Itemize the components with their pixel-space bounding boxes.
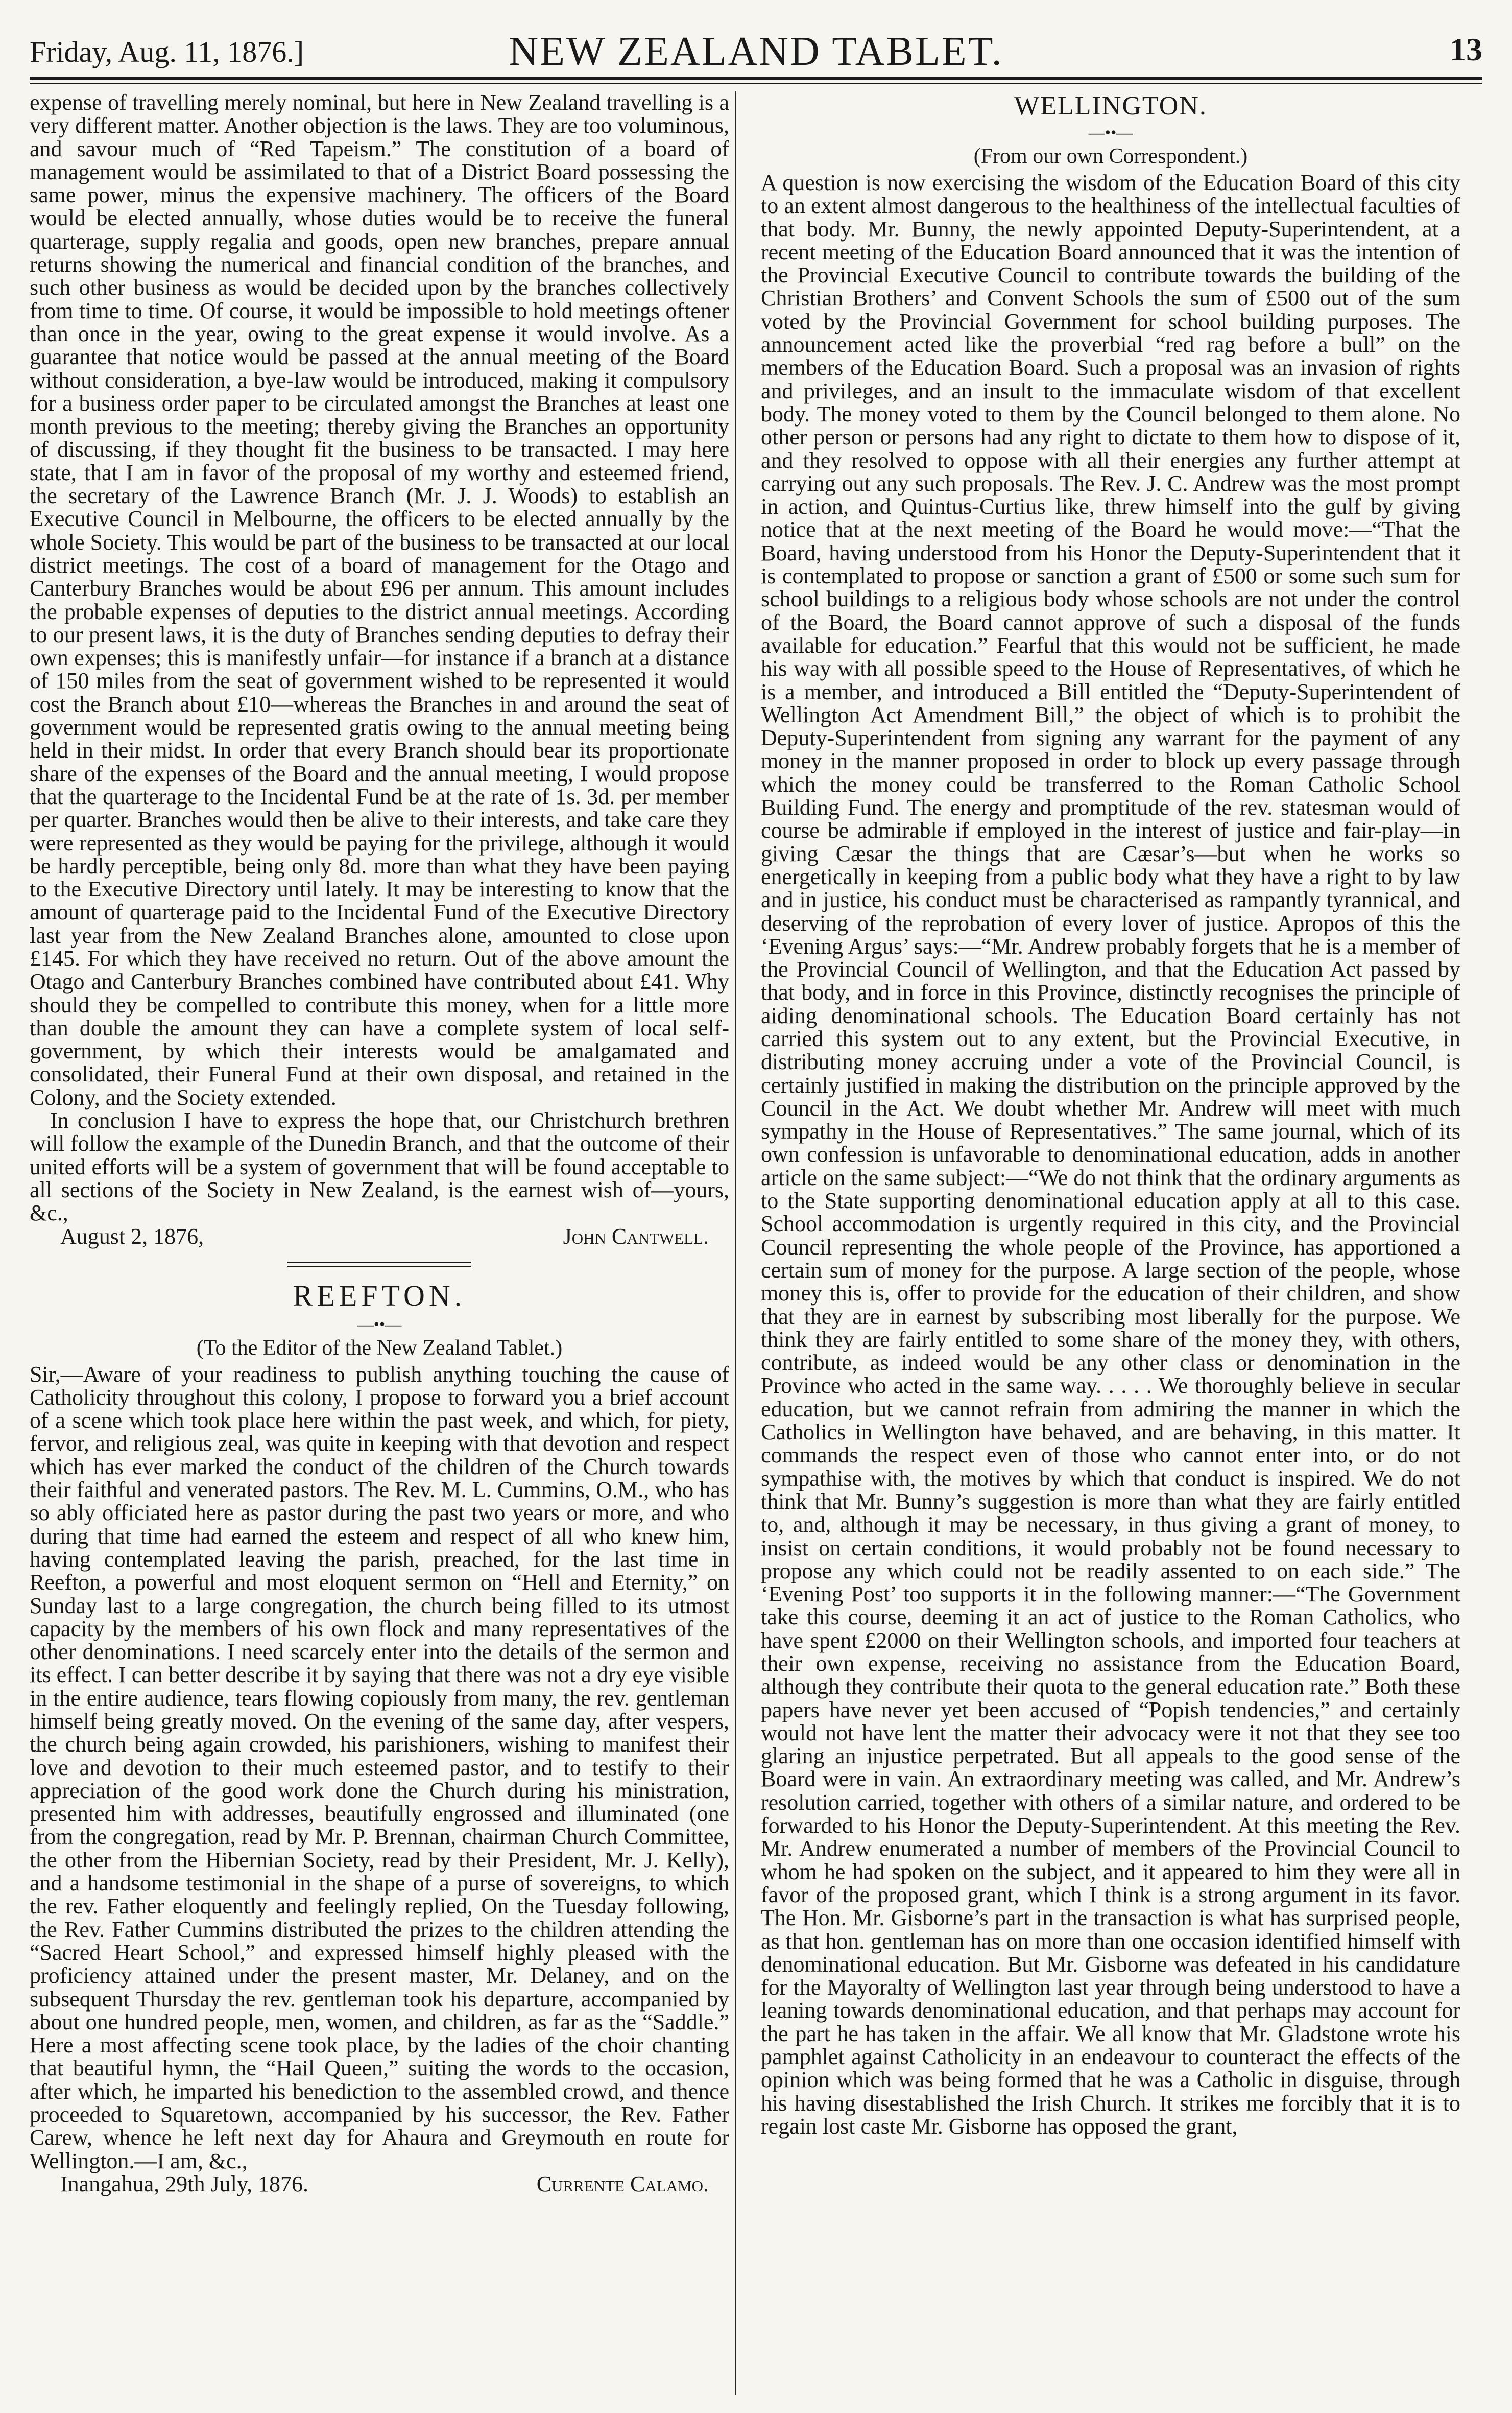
issue-date: Friday, Aug. 11, 1876.] [30,35,304,68]
wellington-article [761,91,1460,2138]
heading-ornament: —••— [1088,123,1133,141]
wellington-heading: WELLINGTON. [1014,91,1207,121]
section-divider [287,1262,471,1263]
masthead-rule-thin [30,83,1482,84]
page-number: 13 [1450,31,1482,67]
letter-date: August 2, 1876, [60,1223,204,1249]
reefton-article [30,1279,729,2196]
heading-ornament: —••— [357,1314,402,1333]
wellington-paragraph: A question is now exercising the wisdom of the Education Board of this city to an extent almost dangerous to the healthiness of the intellectual faculties of that body. Mr. Bunny, the newly appointed Deputy-Superintendent, at a recent meeting of the Education Board announced that it was the intention of the Provincial Executive Council to contribute towards the building of the Christian Brothers’ and Convent Schools the sum of £500 out of the sum voted by the Provincial Government for school building purposes. The announcement acted like the proverbial “red rag before a bull” on the members of the Education Board. Such a proposal was an invasion of rights and privileges, and an insult to the immaculate wisdom of that excellent body. The money voted to them by the Council belonged to them alone. No other person or persons had any right to dictate to them how to dispose of it, and they resolved to oppose with all their energies any further attempt at carrying out any such proposals. The Rev. J. C. Andrew was the most prompt in action, and Quintus-Curtius like, threw himself into the gulf by giving notice that at the next meeting of the Board he would move:—“That the Board, having understood from his Honor the Deputy-Superintendent that it is contemplated to propose or sanction a grant of £500 or some such sum for school buildings to a religious body whose schools are not under the control of the Board, the Board cannot approve of such a disposal of the funds available for education.” Fearful that this would not be sufficient, he made his way with all possible speed to the House of Representatives, of which he is a member, and introduced a Bill entitled the “Deputy-Superintendent of Wellington Act Amendment Bill,” the object of which is to prohibit the Deputy-Superintendent from signing any warrant for the payment of any money in the manner proposed in order to block up every passage through which the money could be transferred to the Roman Catholic School Building Fund. The energy and promptitude of the rev. statesman would of course be admirable if employed in the interest of justice and fair-play—in giving Cæsar the things that are Cæsar’s—but when he works so energetically in keeping from a public body what they have a right to by law and in justice, his conduct must be characterised as rampantly tyrannical, and deserving of the reprobation of every lover of justice. Apropos of this the ‘Evening Argus’ says:—“Mr. Andrew probably forgets that he is a member of the Provincial Council of Wellington, and that the Education Act passed by that body, and in force in this Province, distinctly recognises the principle of aiding denominational schools. The Education Board certainly has not carried this system out to any extent, but the Provincial Executive, in distributing money accruing under a vote of the Provincial Council, is certainly justified in making the distribution on the principle approved by the Council in the Act. We doubt whether Mr. Andrew will meet with much sympathy in the House of Representatives.” The same journal, which of its own confession is unfavorable to denominational education, adds in another article on the same subject:—“We do not think that the ordinary arguments as to the State supporting denominational education apply at all to this case. School accommodation is urgently required in this city, and the Provincial Council representing the whole people of the Province, has apportioned a certain sum of money for the purpose. A large section of the people, whose money this is, offer to provide for the education of their children, and show that they are in earnest by subscribing most liberally for the purpose. We think they are fairly entitled to some share of the money they, with others, contribute, as indeed would be any other class or denomination in the Province who acted in the same way. . . . . We thoroughly believe in secular education, but we cannot refrain from admiring the manner in which the Catholics in Wellington have behaved, and are behaving, in this matter. It commands the respect even of those who cannot enter into, or do not sympathise with, the motives by which that conduct is inspired. We do not think that Mr. Bunny’s suggestion is more than what they are fairly entitled to, and, although it may be necessary, in thus giving a grant of money, to insist on certain conditions, it would probably not be found necessary to propose any which could not be readily assented to on each side.” The ‘Evening Post’ too supports it in the following manner:—“The Government take this course, deeming it an act of justice to the Roman Catholics, who have spent £2000 on their Wellington schools, and imported four teachers at their own expense, receiving no assistance from the Education Board, although they contribute their quota to the general education rate.” Both these papers have never yet been accused of “Popish tendencies,” and certainly would not have lent the matter their advocacy were it not that they see too glaring an injustice perpetrated. But all appeals to the good sense of the Board were in vain. An extraordinary meeting was called, and Mr. Andrew’s resolution carried, together with others of a similar nature, and ordered to be forwarded to his Honor the Deputy-Superintendent. At this meeting the Rev. Mr. Andrew enumerated a number of members of the Provincial Council to whom he had spoken on the subject, and it appeared to him they were all in favor of the proposed grant, which I think is a strong argument in its favor. The Hon. Mr. Gisborne’s part in the transaction is what has surprised people, as that hon. gentleman has on more than one occasion identified himself with denominational education. But Mr. Gisborne was defeated in his candidature for the Mayoralty of Wellington last year through being understood to have a leaning towards denominational education, and that perhaps may account for the part he has taken in the affair. We all know that Mr. Gladstone wrote his pamphlet against Catholicity in an endeavour to counteract the effects of the opinion which was being formed that he was a Catholic in disguise, through his having disestablished the Irish Church. It strikes me forcibly that it is to regain lost caste Mr. Gisborne has opposed the grant, [761,170,1460,2139]
reefton-subheading: (To the Editor of the New Zealand Tablet.) [196,1336,563,1360]
wellington-subheading: (From our own Correspondent.) [973,145,1248,168]
reefton-signature: Currente Calamo. [536,2171,709,2196]
letter-signoff [30,1225,729,1248]
section-divider-thin [287,1266,471,1267]
letter-signature: John Cantwell. [563,1223,709,1249]
left-column [30,91,729,2395]
letter-paragraph: In conclusion I have to express the hope that, our Christchurch brethren will follow the example of the Dunedin Branch, and that the outcome of their united efforts will be a system of government that will be found acceptable to all sections of the Society in New Zealand, is the earnest wish of—yours, &c., [30,1108,729,1226]
newspaper-title: NEW ZEALAND TABLET. [509,29,1003,74]
letter-continued [30,91,729,1248]
reefton-date: Inangahua, 29th July, 1876. [60,2171,308,2196]
reefton-heading: REEFTON. [293,1279,466,1312]
masthead-rule-thick [30,77,1482,80]
reefton-signoff [30,2172,729,2196]
reefton-paragraph: Sir,—Aware of your readiness to publish anything touching the cause of Catholicity throughout this colony, I propose to forward you a brief account of a scene which took place here within the past week, and which, for piety, fervor, and religious zeal, was quite in keeping with that devotion and respect which has ever marked the conduct of the children of the Church towards their faithful and venerated pastors. The Rev. M. L. Cummins, O.M., who has so ably officiated here as pastor during the past two years or more, and who during that time had earned the esteem and respect of all who knew him, having contemplated leaving the parish, preached, for the last time in Reefton, a powerful and most eloquent sermon on “Hell and Eternity,” on Sunday last to a large congregation, the church being filled to its utmost capacity by the members of his own flock and many representatives of the other denominations. I need scarcely enter into the details of the sermon and its effect. I can better describe it by saying that there was not a dry eye visible in the entire audience, tears flowing copiously from many, the rev. gentleman himself being greatly moved. On the evening of the same day, after vespers, the church being again crowded, his parishioners, wishing to manifest their love and devotion to their much esteemed pastor, and to testify to their appreciation of the good work done the Church during his ministration, presented him with addresses, beautifully engrossed and illuminated (one from the congregation, read by Mr. P. Brennan, chairman Church Committee, the other from the Hibernian Society, read by their President, Mr. J. Kelly), and a handsome testimonial in the shape of a purse of sovereigns, to which the rev. Father eloquently and feelingly replied, On the Tuesday following, the Rev. Father Cummins distributed the prizes to the children attending the “Sacred Heart School,” and expressed himself highly pleased with the proficiency attained under the present master, Mr. Delaney, and on the subsequent Thursday the rev. gentleman took his departure, accompanied by about one hundred people, men, women, and children, as far as the “Saddle.” Here a most affecting scene took place, by the ladies of the choir chanting that beautiful hymn, the “Hail Queen,” suiting the words to the occasion, after which, he imparted his benediction to the assembled crowd, and thence proceeded to Squaretown, accompanied by his successor, the Rev. Father Carew, whence he left next day for Ahaura and Greymouth en route for Wellington.—I am, &c., [30,1361,729,2173]
letter-paragraph: expense of travelling merely nominal, but here in New Zealand travelling is a very different matter. Another objection is the laws. They are too voluminous, and savour much of “Red Tapeism.” The constitution of a board of management would be assimilated to that of a District Board possessing the same power, minus the expensive machinery. The officers of the Board would be elected annually, whose duties would be to receive the funeral quarterage, supply regalia and goods, open new branches, prepare annual returns showing the numerical and financial condition of the branches, and such other business as would be decided upon by the branches collectively from time to time. Of course, it would be impossible to hold meetings oftener than once in the year, owing to the great expense it would involve. As a guarantee that notice would be passed at the annual meeting of the Board without consideration, a bye-law would be introduced, making it compulsory for a business order paper to be circulated amongst the Branches at least one month previous to the meeting; thereby giving the Branches an opportunity of discussing, if they thought fit the business to be transacted. I may here state, that I am in favor of the proposal of my worthy and esteemed friend, the secretary of the Lawrence Branch (Mr. J. J. Woods) to establish an Executive Council in Melbourne, the officers to be elected annually by the whole Society. This would be part of the business to be transacted at our local district meetings. The cost of a board of management for the Otago and Canterbury Branches would be about £96 per annum. This amount includes the probable expenses of deputies to the district annual meetings. According to our present laws, it is the duty of Branches sending deputies to defray their own expenses; this is manifestly unfair—for instance if a branch at a distance of 150 miles from the seat of government wished to be represented it would cost the Branch about £10—whereas the Branches in and around the seat of government would be represented gratis owing to the annual meeting being held in their midst. In order that every Branch should bear its proportionate share of the expenses of the Board and the annual meeting, I would propose that the quarterage to the Incidental Fund be at the rate of 1s. 3d. per member per quarter. Branches would then be alive to their interests, and take care they were represented as they would be paying for the privilege, although it would be hardly perceptible, being only 8d. more than what they have been paying to the Executive Directory until lately. It may be interesting to know that the amount of quarterage paid to the Incidental Fund of the Executive Directory last year from the New Zealand Branches alone, amounted to close upon £145. For which they have received no return. Out of the above amount the Otago and Canterbury Branches combined have contributed about £41. Why should they be compelled to contribute this money, when for a little more than double the amount they can have a complete system of local self-government, by which their interests would be amalgamated and consolidated, their Funeral Fund at their own disposal, and retained in the Colony, and the Society extended. [30,91,729,1110]
right-column [761,91,1460,2395]
column-divider [735,91,736,2395]
